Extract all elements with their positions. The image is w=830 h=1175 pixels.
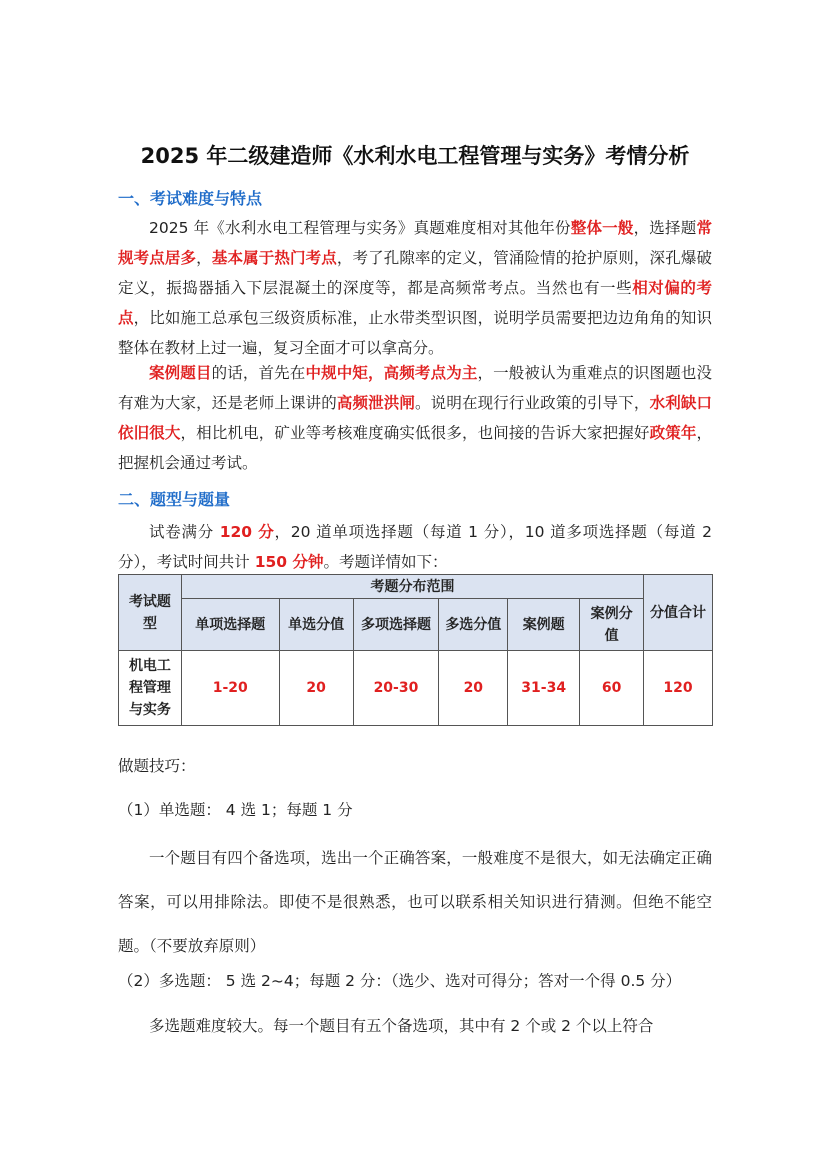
header-exam-type: 考试题型 <box>119 575 182 651</box>
body-text: ，比如施工总承包三级资质标准，止水带类型识图，说明学员需要把边边角角的知识整体在教材上过一遍，复习全面才可以拿高分。 <box>118 309 712 357</box>
highlight-text: 案例题目 <box>149 364 212 382</box>
cell-multi-range: 20-30 <box>353 651 439 726</box>
section-heading-question-types: 二、题型与题量 <box>118 490 231 509</box>
body-text: 的话，首先在 <box>211 364 306 382</box>
body-text: ，相比机电，矿业等考核难度确实低很多，也间接的告诉大家把握好 <box>180 424 650 442</box>
header-distribution-range: 考题分布范围 <box>181 575 643 599</box>
header-single-choice: 单项选择题 <box>181 599 279 651</box>
body-text: 。说明在现行行业政策的引导下， <box>415 394 650 412</box>
cell-single-range: 1-20 <box>181 651 279 726</box>
body-text: 2025 年《水利水电工程管理与实务》真题难度相对其他年份 <box>149 219 571 237</box>
body-text: 。考题详情如下： <box>323 553 448 571</box>
multi-choice-description: 多选题难度较大。每一个题目有五个备选项，其中有 2 个或 2 个以上符合 <box>149 1017 654 1035</box>
header-multi-score: 多选分值 <box>439 599 508 651</box>
highlight-text: 整体一般 <box>570 219 634 237</box>
document-title: 2025 年二级建造师《水利水电工程管理与实务》考情分析 <box>140 144 690 168</box>
highlight-text: 相对偏的考点 <box>118 279 712 327</box>
highlight-text: 政策年 <box>649 424 697 442</box>
body-text: ，把握机会通过考试。 <box>118 424 712 472</box>
paragraph-score-info <box>118 517 712 577</box>
body-text: ，20 道单项选择题（每道 1 分），10 道多项选择题（每道 2 分），考试时间共计 <box>118 523 712 571</box>
cell-single-score: 20 <box>279 651 353 726</box>
cell-multi-score: 20 <box>439 651 508 726</box>
body-text: ，选择题 <box>633 219 697 237</box>
header-case: 案例题 <box>508 599 580 651</box>
tips-heading: 做题技巧： <box>118 757 196 775</box>
paragraph-difficulty <box>118 213 712 363</box>
header-single-score: 单选分值 <box>279 599 353 651</box>
cell-total: 120 <box>644 651 713 726</box>
highlight-text: 高频泄洪闸 <box>336 394 416 412</box>
highlight-text: 中规中矩，高频考点为主 <box>305 364 478 382</box>
header-total-score: 分值合计 <box>644 575 713 651</box>
header-case-score: 案例分值 <box>580 599 644 651</box>
exam-distribution-table <box>118 574 713 726</box>
highlight-text: 常规考点居多 <box>118 219 712 267</box>
body-text: ， <box>196 249 212 267</box>
paragraph-case-questions <box>118 358 712 478</box>
single-choice-label: （1）单选题： 4 选 1；每题 1 分 <box>118 801 353 819</box>
body-text: 试卷满分 <box>149 523 220 541</box>
highlight-text: 120 分 <box>219 523 275 541</box>
body-text: ，一般被认为重难点的识图题也没有难为大家，还是老师上课讲的 <box>118 364 712 412</box>
single-choice-description: 一个题目有四个备选项，选出一个正确答案，一般难度不是很大，如无法确定正确答案，可以用排除法。即使不是很熟悉，也可以联系相关知识进行猜测。但绝不能空题。（不要放弃原则） <box>118 849 712 955</box>
cell-case-range: 31-34 <box>508 651 580 726</box>
row-label: 机电工程管理与实务 <box>119 651 182 726</box>
cell-case-score: 60 <box>580 651 644 726</box>
highlight-text: 150 分钟 <box>254 553 324 571</box>
highlight-text: 水利缺口依旧很大 <box>118 394 712 442</box>
highlight-text: 基本属于热门考点 <box>211 249 337 267</box>
body-text: ，考了孔隙率的定义，管涌险情的抢护原则，深孔爆破定义，振捣器插入下层混凝土的深度等，都是高频常考点。当然也有一些 <box>118 249 712 297</box>
section-heading-difficulty: 一、考试难度与特点 <box>118 189 263 208</box>
multi-choice-label: （2）多选题： 5 选 2~4；每题 2 分：（选少、选对可得分；答对一个得 0.5 分） <box>118 972 682 990</box>
header-multi-choice: 多项选择题 <box>353 599 439 651</box>
